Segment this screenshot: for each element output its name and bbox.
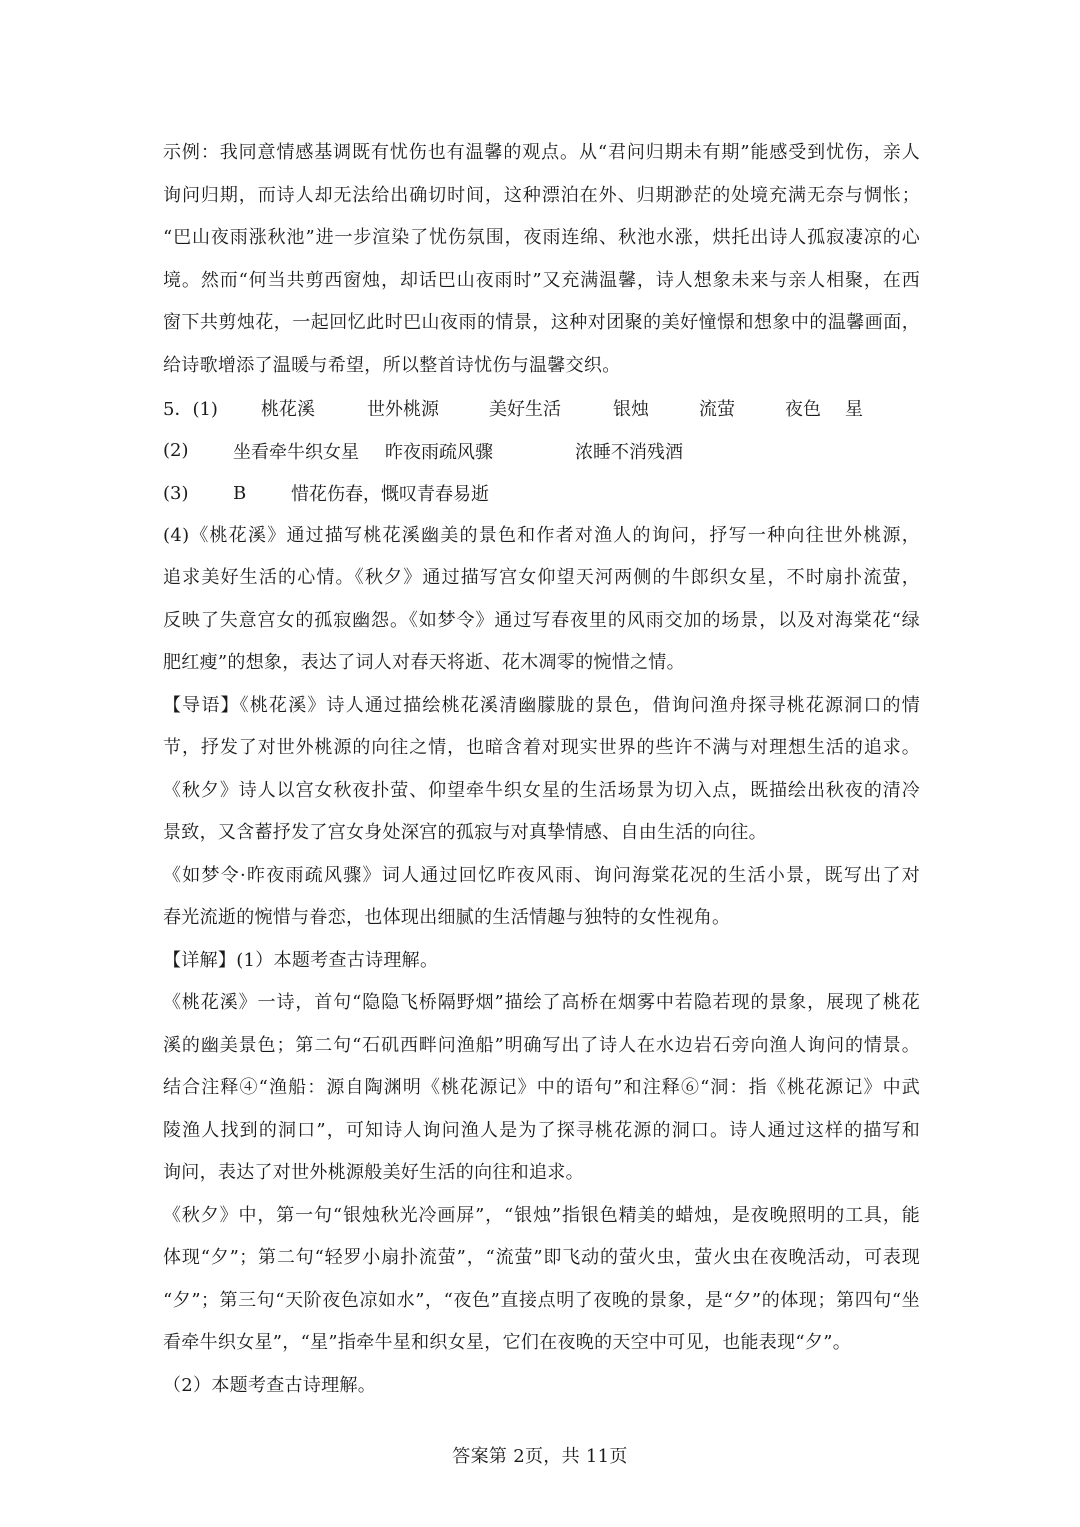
answer-5-1	[163, 387, 920, 430]
text-line: 《如梦令·昨夜雨疏风骤》词人通过回忆昨夜风雨、询问海棠花况的生活小景，既写出了对	[163, 864, 920, 886]
answer-5-3	[163, 472, 920, 515]
text-line: 示例：我同意情感基调既有忧伤也有温馨的观点。从“君问归期未有期”能感受到忧伤，亲人	[163, 142, 920, 163]
part-2-heading: （2）本题考查古诗理解。	[163, 1374, 377, 1396]
text-line: 陵渔人找到的洞口”，可知诗人询问渔人是为了探寻桃花源的洞口。诗人通过这样的描写和	[163, 1119, 920, 1141]
text-line: 反映了失意宫女的孤寂幽怨。《如梦令》通过写春夜里的风雨交加的场景，以及对海棠花“绿	[163, 609, 920, 631]
taohuaxi-paragraph	[163, 982, 920, 1195]
text-line: 节，抒发了对世外桃源的向往之情，也暗含着对现实世界的些许不满与对理想生活的追求。	[163, 737, 920, 758]
text-line: 追求美好生活的心情。《秋夕》通过描写宫女仰望天河两侧的牛郎织女星，不时扇扑流萤，	[163, 567, 920, 588]
question-number: 5．(1)	[163, 399, 218, 421]
answer-blank: 昨夜雨疏风骤	[385, 441, 493, 463]
answer-blank: 世外桃源	[367, 399, 439, 421]
rumeng-paragraph	[163, 855, 920, 940]
question-number: (2)	[163, 440, 189, 462]
text-line: 肥红瘦”的想象，表达了词人对春天将逝、花木凋零的惋惜之情。	[163, 652, 685, 673]
text-line: “巴山夜雨涨秋池”进一步渲染了忧伤氛围，夜雨连绵、秋池水涨，烘托出诗人孤寂凄凉的心	[163, 227, 920, 248]
answer-blank: 浓睡不消残酒	[575, 441, 683, 463]
detail-heading: 【详解】(1）本题考查古诗理解。	[163, 949, 439, 971]
example-paragraph	[163, 132, 920, 387]
text-line: 《桃花溪》一诗，首句“隐隐飞桥隔野烟”描绘了高桥在烟雾中若隐若现的景象，展现了桃花	[163, 992, 920, 1013]
answer-5-4	[163, 515, 920, 685]
text-line: 体现“夕”；第二句“轻罗小扇扑流萤”，“流萤”即飞动的萤火虫，萤火虫在夜晚活动，可表现	[163, 1247, 920, 1268]
answer-blank: 银烛	[613, 399, 649, 421]
answer-choice: B	[233, 482, 247, 504]
text-line: 询问归期，而诗人却无法给出确切时间，这种漂泊在外、归期渺茫的处境充满无奈与惆怅；	[163, 184, 920, 206]
text-line: 景致，又含蓄抒发了宫女身处深宫的孤寂与对真挚情感、自由生活的向往。	[163, 822, 767, 843]
text-line: 给诗歌增添了温暖与希望，所以整首诗忧伤与温馨交织。	[163, 354, 621, 376]
text-line: 《秋夕》诗人以宫女秋夜扑萤、仰望牵牛织女星的生活场景为切入点，既描绘出秋夜的清冷	[163, 779, 920, 801]
answer-blank: 星	[845, 399, 863, 421]
question-number: (3)	[163, 482, 189, 504]
answer-blank: 桃花溪	[261, 399, 315, 421]
text-line: 春光流逝的惋惜与眷恋，也体现出细腻的生活情趣与独特的女性视角。	[163, 907, 731, 928]
answer-blank: 流萤	[699, 399, 735, 421]
guide-paragraph	[163, 685, 920, 855]
answer-blank: 惜花伤春，慨叹青春易逝	[291, 484, 489, 506]
text-line: 《秋夕》中，第一句“银烛秋光冷画屏”，“银烛”指银色精美的蜡烛，是夜晚照明的工具，能	[163, 1204, 920, 1226]
answer-blank: 夜色	[785, 399, 821, 421]
answer-5-2	[163, 430, 920, 473]
answer-blank: 坐看牵牛织女星	[233, 441, 359, 463]
text-line: “夕”；第三句“天阶夜色凉如水”，“夜色”直接点明了夜晚的景象，是“夕”的体现；第四句“坐	[163, 1289, 920, 1311]
page-footer: 答案第 2页，共 11页	[452, 1446, 628, 1467]
text-line: 看牵牛织女星”，“星”指牵牛星和织女星，它们在夜晚的天空中可见，也能表现“夕”。	[163, 1332, 852, 1353]
text-line: 【导语】《桃花溪》诗人通过描绘桃花溪清幽朦胧的景色，借询问渔舟探寻桃花源洞口的情	[163, 694, 920, 716]
page-content	[163, 132, 920, 1407]
answer-blank: 美好生活	[489, 399, 561, 421]
text-line: 询问，表达了对世外桃源般美好生活的向往和追求。	[163, 1162, 584, 1183]
text-line: 溪的幽美景色；第二句“石矶西畔问渔船”明确写出了诗人在水边岩石旁向渔人询问的情景。	[163, 1034, 920, 1056]
text-line: 结合注释④“渔船：源自陶渊明《桃花源记》中的语句”和注释⑥“洞：指《桃花源记》中武	[163, 1077, 920, 1098]
text-line: 窗下共剪烛花，一起回忆此时巴山夜雨的情景，这种对团聚的美好憧憬和想象中的温馨画面，	[163, 312, 920, 333]
qiuxi-paragraph	[163, 1195, 920, 1365]
text-line: (4)《桃花溪》通过描写桃花溪幽美的景色和作者对渔人的询问，抒写一种向往世外桃源，	[163, 524, 920, 546]
text-line: 境。然而“何当共剪西窗烛，却话巴山夜雨时”又充满温馨，诗人想象未来与亲人相聚，在西	[163, 269, 920, 291]
